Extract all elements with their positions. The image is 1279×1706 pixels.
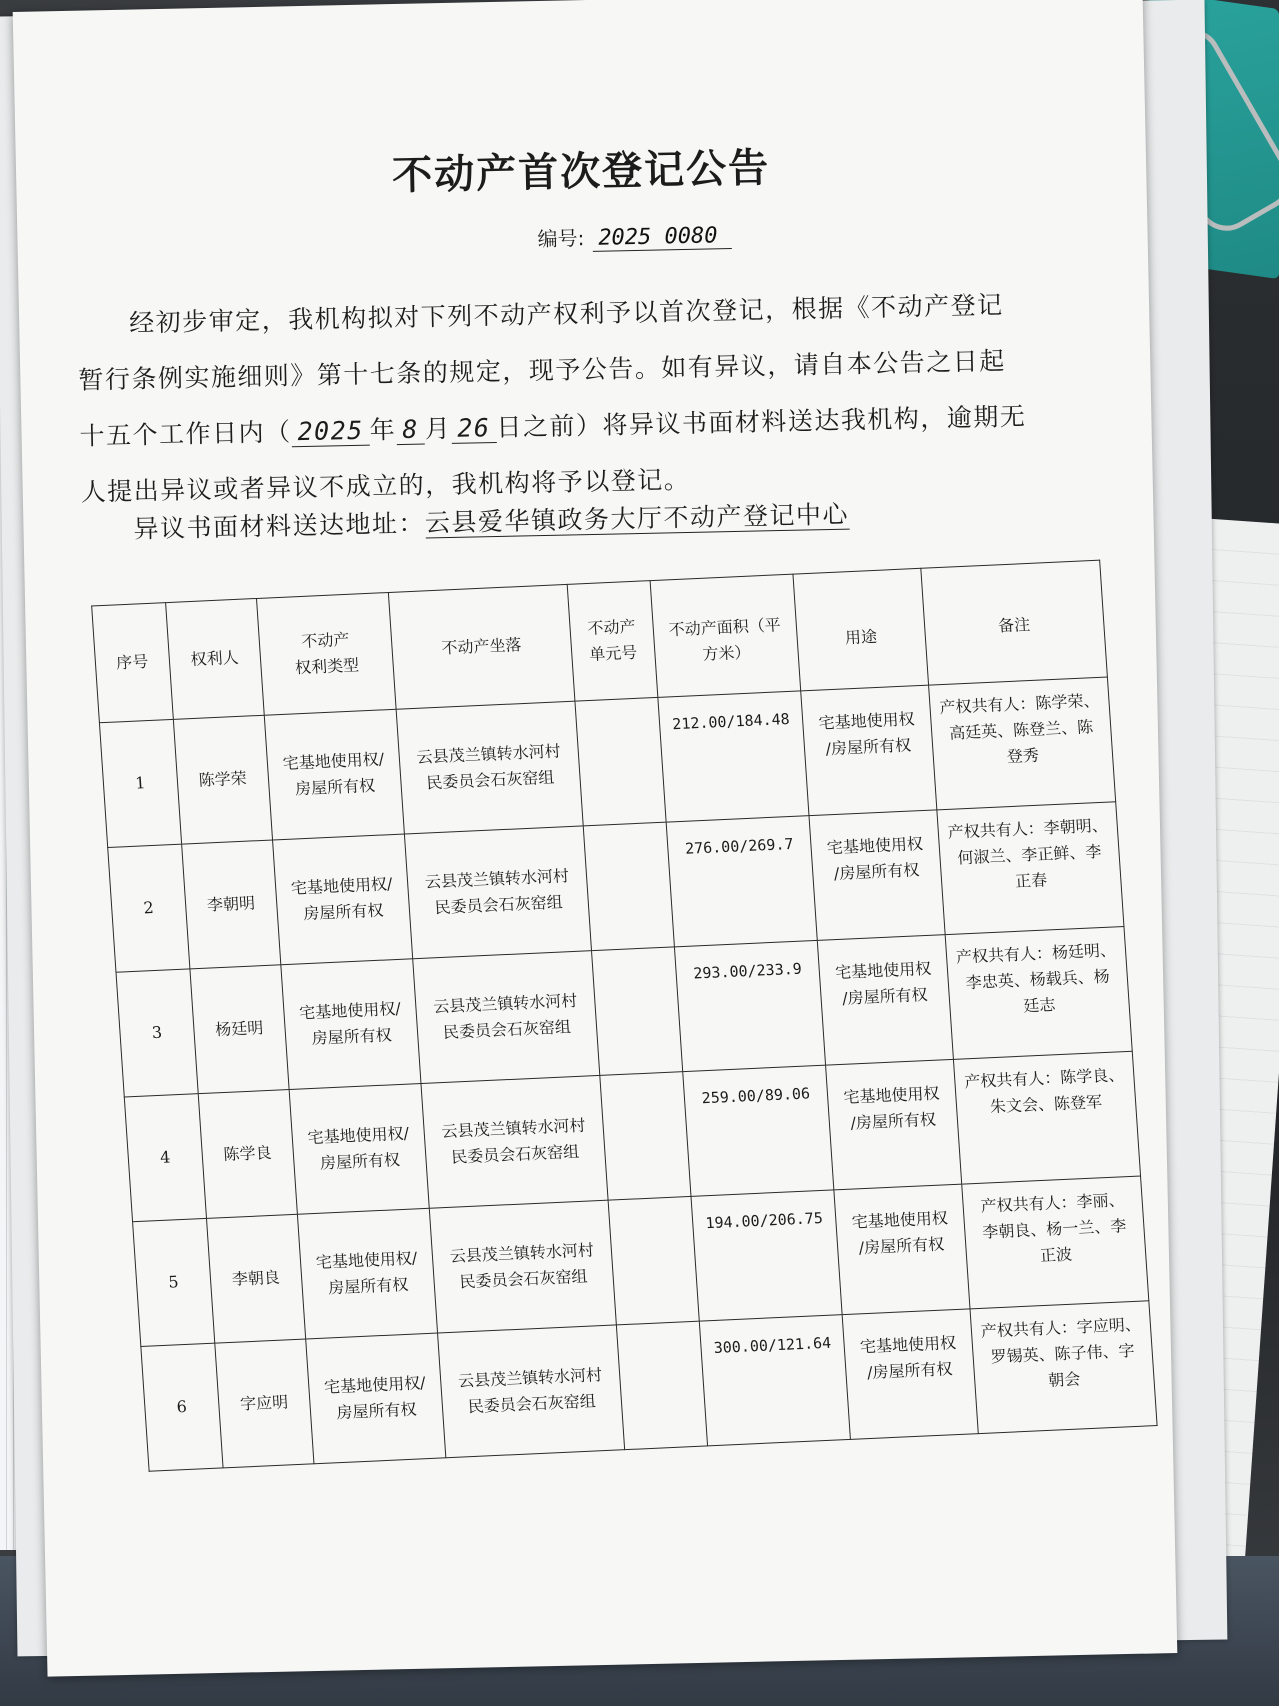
cell-location: 云县茂兰镇转水河村 民委员会石灰窑组 bbox=[421, 1075, 608, 1208]
cell-note: 产权共有人：字应明、 罗锡英、陈子伟、字 朝会 bbox=[970, 1301, 1157, 1434]
cell-location: 云县茂兰镇转水河村 民委员会石灰窑组 bbox=[438, 1325, 625, 1458]
cell-no: 1 bbox=[99, 719, 181, 847]
cell-note: 产权共有人：杨廷明、 李忠英、杨载兵、杨 廷志 bbox=[945, 926, 1132, 1059]
cell-use: 宅基地使用权 /房屋所有权 bbox=[809, 810, 945, 941]
notice-title: 不动产首次登记公告 bbox=[391, 144, 771, 200]
cell-location: 云县茂兰镇转水河村 民委员会石灰窑组 bbox=[396, 701, 583, 834]
cell-use: 宅基地使用权 /房屋所有权 bbox=[825, 1059, 961, 1190]
cell-owner: 字应明 bbox=[214, 1339, 313, 1468]
cell-note: 产权共有人：李朝明、 何淑兰、李正鲜、李 正春 bbox=[937, 802, 1124, 935]
header-area: 不动产面积（平 方米） bbox=[650, 574, 800, 697]
cell-no: 3 bbox=[116, 969, 198, 1097]
cell-owner: 李朝良 bbox=[206, 1214, 305, 1343]
cell-area: 259.00/89.06 bbox=[683, 1065, 834, 1196]
cell-unit-no bbox=[608, 1196, 700, 1325]
cell-location: 云县茂兰镇转水河村 民委员会石灰窑组 bbox=[404, 826, 591, 959]
cell-area: 212.00/184.48 bbox=[658, 691, 809, 822]
cell-right-type: 宅基地使用权/ 房屋所有权 bbox=[306, 1333, 446, 1464]
cell-owner: 李朝明 bbox=[181, 840, 280, 969]
header-unit-no: 不动产 单元号 bbox=[567, 581, 658, 702]
cell-unit-no bbox=[583, 822, 675, 951]
notice-body bbox=[77, 277, 1041, 521]
cell-use: 宅基地使用权 /房屋所有权 bbox=[834, 1184, 970, 1315]
cell-owner: 陈学荣 bbox=[173, 715, 272, 844]
notice-number bbox=[537, 219, 732, 252]
cell-right-type: 宅基地使用权/ 房屋所有权 bbox=[272, 834, 412, 965]
header-use: 用途 bbox=[793, 568, 929, 691]
cell-area: 194.00/206.75 bbox=[691, 1190, 842, 1321]
body-line-1: 经初步审定，我机构拟对下列不动产权利予以首次登记，根据《不动产登记 bbox=[128, 290, 1004, 338]
cell-note: 产权共有人：陈学良、 朱文会、陈登军 bbox=[953, 1051, 1140, 1184]
cell-use: 宅基地使用权 /房屋所有权 bbox=[817, 935, 953, 1066]
header-right-type: 不动产 权利类型 bbox=[256, 593, 396, 716]
address-value: 云县爱华镇政务大厅不动产登记中心 bbox=[424, 499, 850, 538]
deadline-month: 8 bbox=[396, 414, 425, 445]
cell-no: 2 bbox=[108, 844, 190, 972]
address-label: 异议书面材料送达地址： bbox=[133, 508, 426, 544]
cell-right-type: 宅基地使用权/ 房屋所有权 bbox=[297, 1208, 437, 1339]
cell-unit-no bbox=[575, 697, 667, 826]
header-owner: 权利人 bbox=[165, 598, 264, 719]
header-location: 不动产坐落 bbox=[388, 584, 574, 709]
deadline-year: 2025 bbox=[291, 416, 370, 448]
cell-use: 宅基地使用权 /房屋所有权 bbox=[842, 1309, 978, 1440]
deadline-day: 26 bbox=[451, 413, 497, 444]
cell-right-type: 宅基地使用权/ 房屋所有权 bbox=[281, 959, 421, 1090]
cell-right-type: 宅基地使用权/ 房屋所有权 bbox=[289, 1084, 429, 1215]
notice-number-label: 编号: bbox=[537, 226, 585, 252]
cell-unit-no bbox=[616, 1321, 708, 1450]
cell-area: 300.00/121.64 bbox=[699, 1315, 850, 1446]
cell-no: 6 bbox=[141, 1343, 223, 1471]
cell-location: 云县茂兰镇转水河村 民委员会石灰窑组 bbox=[429, 1200, 616, 1333]
body-line-3: 十五个工作日内（ 2025 年 8 月 26 日之前）将异议书面材料送达我机构，逾期无 bbox=[79, 401, 1027, 451]
cell-area: 293.00/233.9 bbox=[674, 940, 825, 1071]
cell-no: 4 bbox=[124, 1094, 206, 1222]
header-note: 备注 bbox=[921, 560, 1108, 685]
body-line-4: 人提出异议或者异议不成立的，我机构将予以登记。 bbox=[80, 464, 691, 507]
header-no: 序号 bbox=[92, 603, 173, 723]
cell-note: 产权共有人：李丽、 李朝良、杨一兰、李 正波 bbox=[962, 1176, 1149, 1309]
cell-note: 产权共有人：陈学荣、 高廷英、陈登兰、陈 登秀 bbox=[928, 677, 1115, 810]
cell-unit-no bbox=[591, 947, 683, 1076]
registration-table bbox=[91, 560, 1157, 1472]
cell-owner: 杨廷明 bbox=[190, 965, 289, 1094]
cell-no: 5 bbox=[133, 1218, 215, 1346]
cell-location: 云县茂兰镇转水河村 民委员会石灰窑组 bbox=[413, 951, 600, 1084]
cell-area: 276.00/269.7 bbox=[666, 816, 817, 947]
cell-right-type: 宅基地使用权/ 房屋所有权 bbox=[264, 709, 404, 840]
notice-number-value: 2025 0080 bbox=[592, 223, 732, 252]
body-line-2: 暂行条例实施细则》第十七条的规定，现予公告。如有异议，请自本公告之日起 bbox=[78, 346, 1007, 395]
cell-use: 宅基地使用权 /房屋所有权 bbox=[800, 685, 936, 816]
cell-unit-no bbox=[599, 1072, 691, 1201]
cell-owner: 陈学良 bbox=[198, 1090, 297, 1219]
notice-page bbox=[13, 0, 1178, 1677]
